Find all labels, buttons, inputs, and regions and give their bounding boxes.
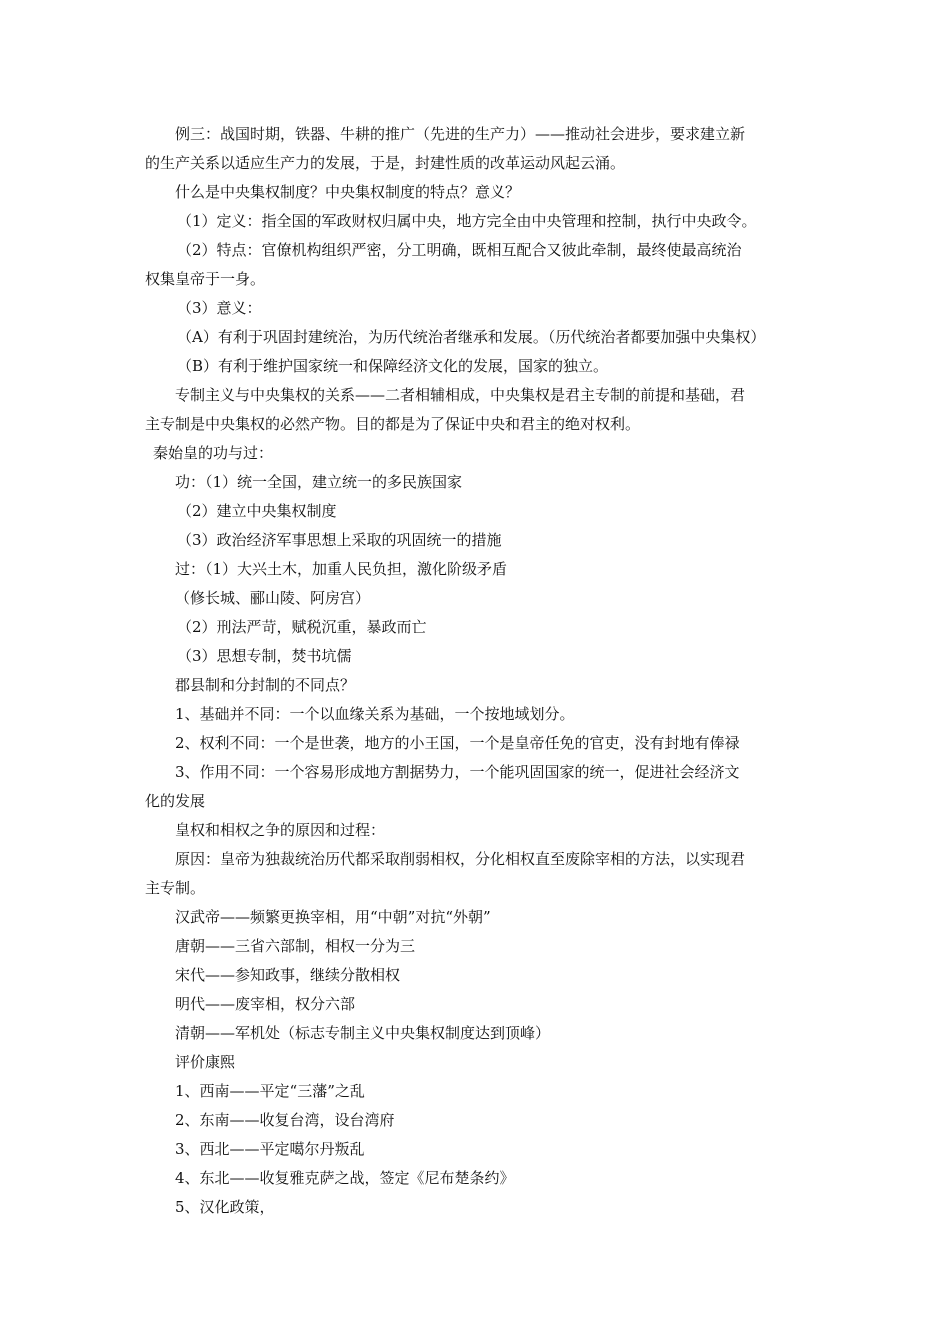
paragraph-line: 皇权和相权之争的原因和过程： — [175, 821, 386, 839]
paragraph-line: 清朝——军机处（标志专制主义中央集权制度达到顶峰） — [175, 1024, 551, 1042]
paragraph-line: 专制主义与中央集权的关系——二者相辅相成，中央集权是君主专制的前提和基础，君 — [175, 386, 746, 404]
paragraph-line: 什么是中央集权制度？中央集权制度的特点？意义？ — [175, 183, 521, 201]
paragraph-line: 功：（1）统一全国，建立统一的多民族国家 — [175, 473, 463, 491]
paragraph-line: 4、东北——收复雅克萨之战，签定《尼布楚条约》 — [175, 1169, 515, 1187]
paragraph-line: （2）特点：官僚机构组织严密，分工明确，既相互配合又彼此牵制，最终使最高统治 — [177, 241, 742, 259]
paragraph-line: （修长城、郦山陵、阿房宫） — [175, 589, 371, 607]
paragraph-line: （3）思想专制，焚书坑儒 — [177, 647, 352, 665]
paragraph-line: （1）定义：指全国的军政财权归属中央，地方完全由中央管理和控制，执行中央政令。 — [177, 212, 757, 230]
paragraph-line: 权集皇帝于一身。 — [145, 270, 266, 288]
paragraph-line: （B）有利于维护国家统一和保障经济文化的发展，国家的独立。 — [177, 357, 609, 375]
paragraph-line: 例三：战国时期，铁器、牛耕的推广（先进的生产力）——推动社会进步，要求建立新 — [175, 125, 746, 143]
paragraph-line: （2）建立中央集权制度 — [177, 502, 337, 520]
paragraph-line: 秦始皇的功与过： — [153, 444, 274, 462]
document-body — [145, 120, 810, 1222]
paragraph-line: 宋代——参知政事，继续分散相权 — [175, 966, 401, 984]
paragraph-line: 主专制是中央集权的必然产物。目的都是为了保证中央和君主的绝对权利。 — [145, 415, 641, 433]
paragraph-line: （3）政治经济军事思想上采取的巩固统一的措施 — [177, 531, 502, 549]
paragraph-line: 明代——废宰相，权分六部 — [175, 995, 356, 1013]
paragraph-line: （3）意义： — [177, 299, 262, 317]
paragraph-line: 2、权利不同：一个是世袭，地方的小王国，一个是皇帝任免的官吏，没有封地有俸禄 — [175, 734, 740, 752]
paragraph-line: 2、东南——收复台湾，设台湾府 — [175, 1111, 395, 1129]
paragraph-line: 1、西南——平定“三藩”之乱 — [175, 1082, 365, 1100]
paragraph-line: 5、汉化政策， — [175, 1198, 275, 1216]
paragraph-line: 化的发展 — [145, 792, 206, 810]
paragraph-line: （2）刑法严苛，赋税沉重，暴政而亡 — [177, 618, 427, 636]
paragraph-line: 的生产关系以适应生产力的发展，于是，封建性质的改革运动风起云涌。 — [145, 154, 626, 172]
paragraph-line: 原因：皇帝为独裁统治历代都采取削弱相权，分化相权直至废除宰相的方法，以实现君 — [175, 850, 746, 868]
paragraph-line: 3、作用不同：一个容易形成地方割据势力，一个能巩固国家的统一，促进社会经济文 — [175, 763, 740, 781]
paragraph-line: 主专制。 — [145, 879, 206, 897]
paragraph-line: 汉武帝——频繁更换宰相，用“中朝”对抗“外朝” — [175, 908, 491, 926]
paragraph-line: 郡县制和分封制的不同点？ — [175, 676, 356, 694]
paragraph-line: 过：（1）大兴土木，加重人民负担，激化阶级矛盾 — [175, 560, 508, 578]
paragraph-line: （A）有利于巩固封建统治，为历代统治者继承和发展。（历代统治者都要加强中央集权） — [177, 328, 766, 346]
paragraph-line: 3、西北——平定噶尔丹叛乱 — [175, 1140, 365, 1158]
paragraph-line: 评价康熙 — [175, 1053, 236, 1071]
paragraph-line: 唐朝——三省六部制，相权一分为三 — [175, 937, 416, 955]
paragraph-line: 1、基础并不同：一个以血缘关系为基础，一个按地域划分。 — [175, 705, 575, 723]
